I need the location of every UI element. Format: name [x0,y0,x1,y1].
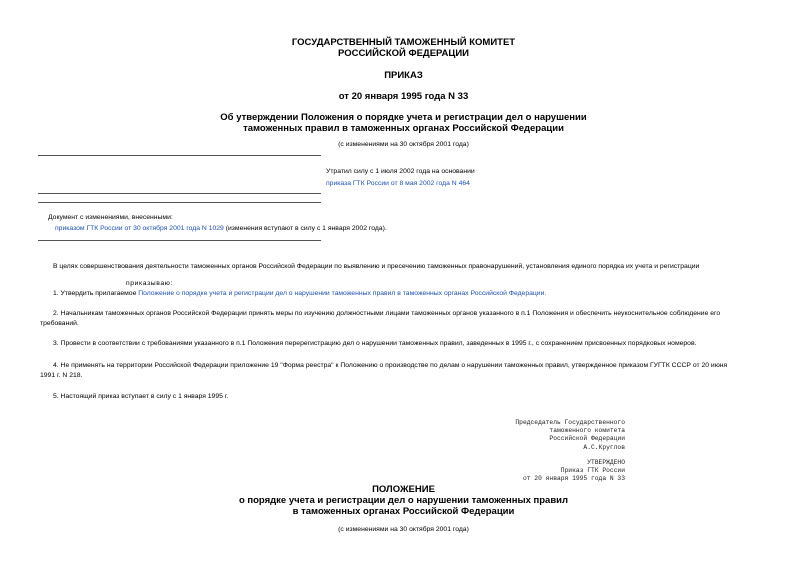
regulation-title: ПОЛОЖЕНИЕ [372,484,435,495]
preamble: В целях совершенствования деятельности таможенных органов Российской Федерации по выявлению и пресечению таможенных правонарушений, установления единого порядка их учета и регистрации [53,263,700,270]
paragraph-1-prefix: 1. Утвердить прилагаемое [53,290,139,297]
document-title-line1: Об утверждении Положения о порядке учета и регистрации дел о нарушении [220,112,587,123]
signature-line: таможенного комитета [549,427,625,435]
separator-line [38,240,321,241]
changes-line [55,224,387,233]
amendment-note: (с изменениями на 30 октября 2001 года) [338,141,469,148]
signature-name: А.С.Круглов [583,443,625,451]
issuer-name-line2: РОССИЙСКОЙ ФЕДЕРАЦИИ [337,48,469,59]
paragraph-4-line2: 1991 г. N 218. [40,372,83,379]
approval-block [523,459,625,484]
document-date: от 20 января 1995 года N 33 [338,91,469,102]
changes-suffix: (изменения вступают в силу с 1 января 2002 года). [223,225,387,232]
paragraph-1 [53,289,546,298]
separator-line [38,155,321,156]
document-title-line2: таможенных правил в таможенных органах Российской Федерации [243,123,564,134]
approval-line: Приказ ГТК России [560,467,625,475]
changes-intro: Документ с изменениями, внесенными: [48,214,173,221]
paragraph-3: 3. Провести в соответствии с требованиями указанного в п.1 Положения перерегистрацию дел о нарушении таможенных правил, заведенных в 1995 г., с сохранением присвоенных порядковых номеров. [53,340,697,347]
approval-line: УТВЕРЖДЕНО [587,459,625,466]
separator-line [38,202,321,203]
approval-line: от 20 января 1995 года N 33 [522,475,625,483]
regulation-link[interactable]: Положение о порядке учета и регистрации дел о нарушении таможенных правил в таможенных органах Российской Федерации. [138,290,547,297]
paragraph-5: 5. Настоящий приказ вступает в силу с 1 января 1995 г. [53,393,229,400]
paragraph-4-line1: 4. Не применять на территории Российской Федерации приложение 19 "Форма реестра" к Положению о производстве по делам о нарушении таможенных правил, утвержденное приказом ГУГТК СССР от 20 июня [53,362,728,369]
changes-link[interactable]: приказом ГТК России от 30 октября 2001 года N 1029 [55,225,224,232]
separator-line [38,193,321,194]
order-word: приказываю: [126,280,173,287]
regulation-amendment-note: (с изменениями на 30 октября 2001 года) [338,526,469,533]
lost-force-link[interactable]: приказа ГТК России от 8 мая 2002 года N 464 [326,180,470,187]
signature-line: Российской Федерации [549,435,625,443]
issuer-name-line1: ГОСУДАРСТВЕННЫЙ ТАМОЖЕННЫЙ КОМИТЕТ [291,37,516,48]
signature-block [515,419,625,452]
document-type: ПРИКАЗ [384,70,423,81]
regulation-subtitle-line2: в таможенных органах Российской Федерации [292,506,515,517]
lost-force-text: Утратил силу с 1 июля 2002 года на основании [326,168,475,175]
paragraph-2-line2: требований. [40,320,79,327]
paragraph-2-line1: 2. Начальникам таможенных органов Российской Федерации принять меры по изучению должностными лицами таможенных органов указанного в п.1 Положения и обеспечить неукоснительное соблюдение его [53,310,721,317]
regulation-subtitle-line1: о порядке учета и регистрации дел о нарушении таможенных правил [238,495,569,506]
signature-line: Председатель Государственного [515,419,625,426]
